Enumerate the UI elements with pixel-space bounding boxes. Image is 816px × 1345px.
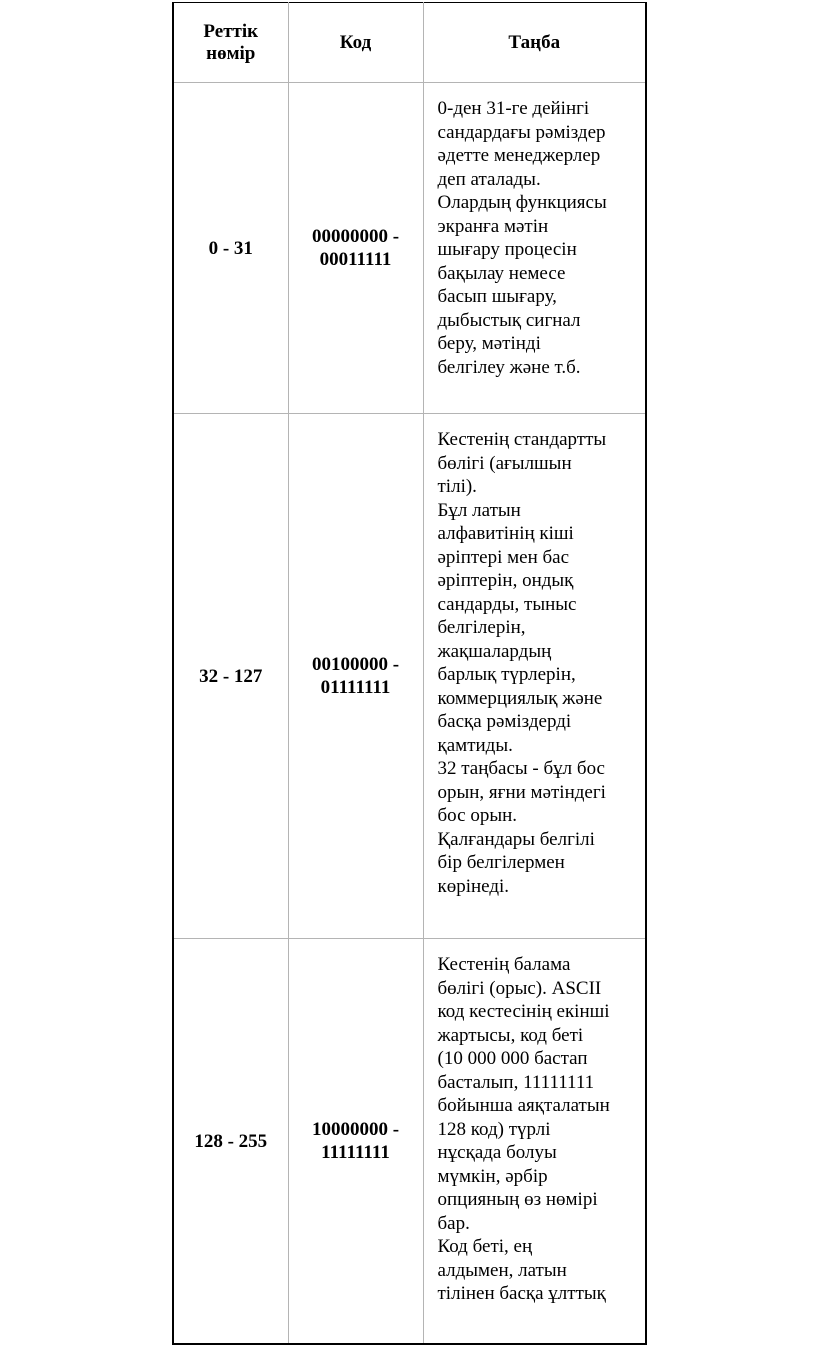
description-line: көрінеді. xyxy=(437,875,510,897)
description-line: бір белгілермен xyxy=(437,852,565,873)
description-line: сандарды, тыныс xyxy=(437,593,577,615)
description-line: қамтиды. xyxy=(437,734,513,756)
code-line: 10000000 - xyxy=(311,1119,400,1140)
header-order-line2: нөмір xyxy=(206,42,256,64)
table-header-row xyxy=(173,3,646,83)
code-line: 00100000 - xyxy=(311,654,400,675)
ascii-code-table xyxy=(172,2,647,1345)
code-cell xyxy=(288,939,423,1345)
description-line: Қалғандары белгілі xyxy=(437,828,595,850)
description-line: басталып, 11111111 xyxy=(437,1071,595,1093)
description-line: барлық түрлерін, xyxy=(437,664,576,685)
description-line: бөлігі (орыс). ASCII xyxy=(437,977,602,999)
description-line: (10 000 000 бастап xyxy=(437,1048,588,1069)
description-line: жақшалардың xyxy=(437,640,552,662)
description-line: 32 таңбасы - бұл бос xyxy=(437,758,605,779)
description-line: әріптерін, ондық xyxy=(437,570,574,591)
description-line: бос орын. xyxy=(437,805,518,826)
description-line: тілі). xyxy=(437,476,477,497)
header-symbol: Таңба xyxy=(423,3,646,83)
description-line: алдымен, латын xyxy=(437,1259,567,1281)
description-line: Код беті, ең xyxy=(437,1236,533,1257)
description-line: код кестесінің екінші xyxy=(437,1001,610,1022)
description-line: опцияның өз нөмірі xyxy=(437,1189,598,1210)
description-line: Кестенің стандартты xyxy=(437,429,607,450)
description-cell xyxy=(423,939,646,1345)
range-cell: 0 - 31 xyxy=(173,83,288,414)
description-line: белгілеу және т.б. xyxy=(437,356,581,378)
code-line: 00011111 xyxy=(319,249,392,270)
description-line: дыбыстық сигнал xyxy=(437,309,581,331)
description-line: әріптері мен бас xyxy=(437,546,570,568)
table-row xyxy=(173,414,646,939)
description-line: басқа рәміздерді xyxy=(437,711,572,732)
description-line: коммерциялық және xyxy=(437,687,603,709)
description-line: бар. xyxy=(437,1212,470,1234)
description-line: Бұл латын xyxy=(437,499,521,521)
description-line: нұсқада болуы xyxy=(437,1142,557,1163)
range-cell: 128 - 255 xyxy=(173,939,288,1345)
table-row xyxy=(173,83,646,414)
description-line: басып шығару, xyxy=(437,286,557,307)
description-line: тілінен басқа ұлттық xyxy=(437,1283,606,1304)
header-code: Код xyxy=(288,3,423,83)
description-line: беру, мәтінді xyxy=(437,333,541,354)
description-line: алфавитінің кіші xyxy=(437,523,574,544)
code-cell xyxy=(288,83,423,414)
description-line: сандардағы рәміздер xyxy=(437,121,606,143)
description-line: орын, яғни мәтіндегі xyxy=(437,781,606,803)
code-cell xyxy=(288,414,423,939)
code-line: 00000000 - xyxy=(311,226,400,247)
description-line: 128 код) түрлі xyxy=(437,1118,551,1140)
code-line: 01111111 xyxy=(320,677,391,698)
range-cell: 32 - 127 xyxy=(173,414,288,939)
table-row xyxy=(173,939,646,1345)
header-order-number xyxy=(173,3,288,83)
description-line: бақылау немесе xyxy=(437,262,566,284)
description-line: бөлігі (ағылшын xyxy=(437,452,572,474)
description-cell xyxy=(423,414,646,939)
header-order-line1: Реттік xyxy=(203,20,259,42)
description-line: әдетте менеджерлер xyxy=(437,145,601,166)
code-line: 11111111 xyxy=(321,1142,390,1163)
description-cell xyxy=(423,83,646,414)
description-line: жартысы, код беті xyxy=(437,1024,584,1046)
description-line: 0-ден 31-ге дейінгі xyxy=(437,98,590,119)
description-line: бойынша аяқталатын xyxy=(437,1095,610,1116)
description-line: экранға мәтін xyxy=(437,215,549,237)
description-line: мүмкін, әрбір xyxy=(437,1165,548,1187)
description-line: Кестенің балама xyxy=(437,954,571,975)
description-line: деп аталады. xyxy=(437,168,541,190)
description-line: белгілерін, xyxy=(437,617,526,638)
description-line: шығару процесін xyxy=(437,239,577,260)
description-line: Олардың функциясы xyxy=(437,192,607,213)
